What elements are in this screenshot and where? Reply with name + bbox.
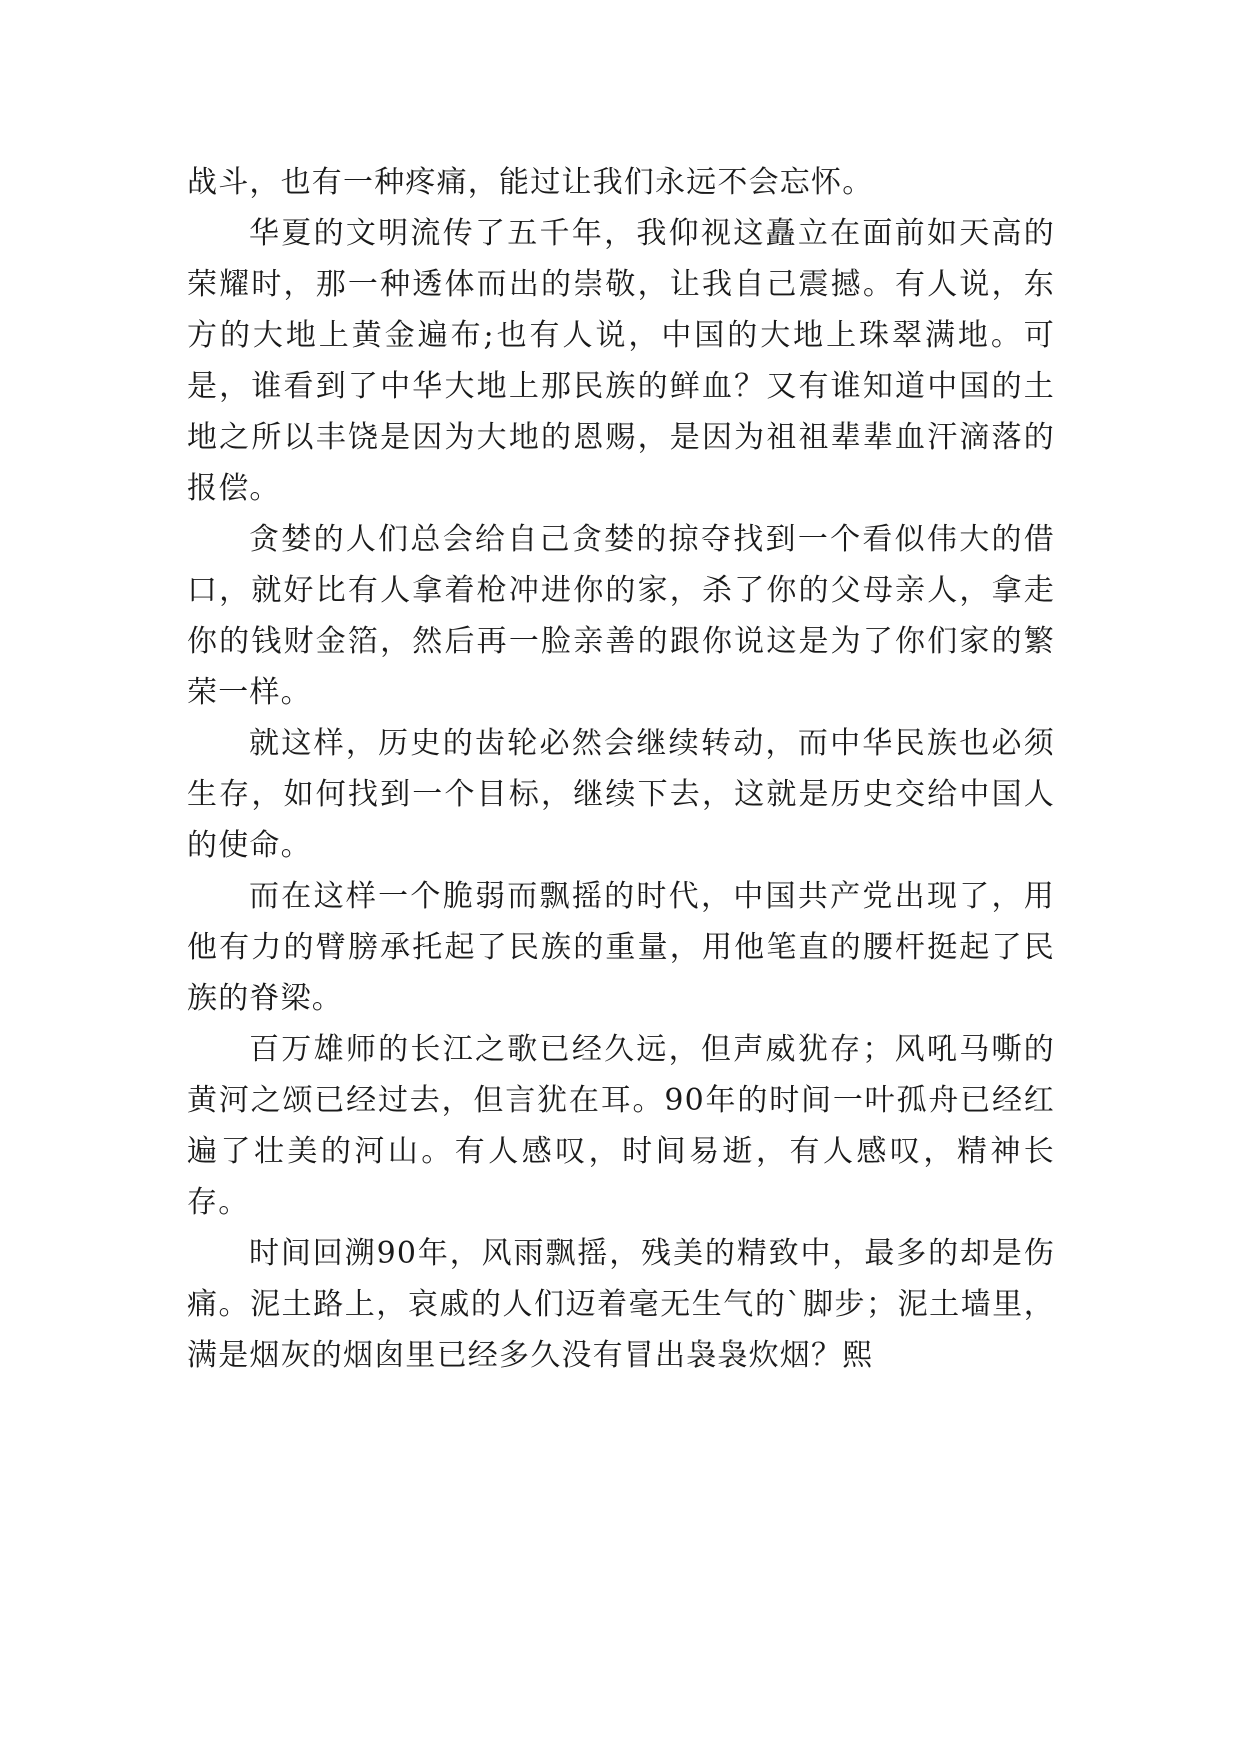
paragraph-history-gear: 就这样，历史的齿轮必然会继续转动，而中华民族也必须生存，如何找到一个目标，继续下去，这就是历史交给中国人的使命。 — [187, 726, 1055, 863]
paragraph-continuation: 战斗，也有一种疼痛，能过让我们永远不会忘怀。 — [187, 165, 874, 200]
paragraph-yangtze-song: 百万雄师的长江之歌已经久远，但声威犹存；风吼马嘶的黄河之颂已经过去，但言犹在耳。90年的时间一叶孤舟已经红遍了壮美的河山。有人感叹，时间易逝，有人感叹，精神长存。 — [187, 1032, 1055, 1220]
paragraph-greed: 贪婪的人们总会给自己贪婪的掠夺找到一个看似伟大的借口，就好比有人拿着枪冲进你的家，杀了你的父母亲人，拿走你的钱财金箔，然后再一脸亲善的跟你说这是为了你们家的繁荣一样。 — [187, 522, 1055, 710]
paragraph-time-retrospect: 时间回溯90年，风雨飘摇，残美的精致中，最多的却是伤痛。泥土路上，哀戚的人们迈着毫无生气的`脚步；泥土墙里，满是烟灰的烟囱里已经多久没有冒出袅袅炊烟？熙 — [187, 1236, 1055, 1373]
paragraph-party-appears: 而在这样一个脆弱而飘摇的时代，中国共产党出现了，用他有力的臂膀承托起了民族的重量，用他笔直的腰杆挺起了民族的脊梁。 — [187, 879, 1055, 1016]
body-text — [187, 157, 1055, 1381]
paragraph-civilization: 华夏的文明流传了五千年，我仰视这矗立在面前如天高的荣耀时，那一种透体而出的崇敬，让我自己震撼。有人说，东方的大地上黄金遍布;也有人说，中国的大地上珠翠满地。可是，谁看到了中华大地上那民族的鲜血？又有谁知道中国的土地之所以丰饶是因为大地的恩赐，是因为祖祖辈辈血汗滴落的报偿。 — [187, 216, 1055, 506]
